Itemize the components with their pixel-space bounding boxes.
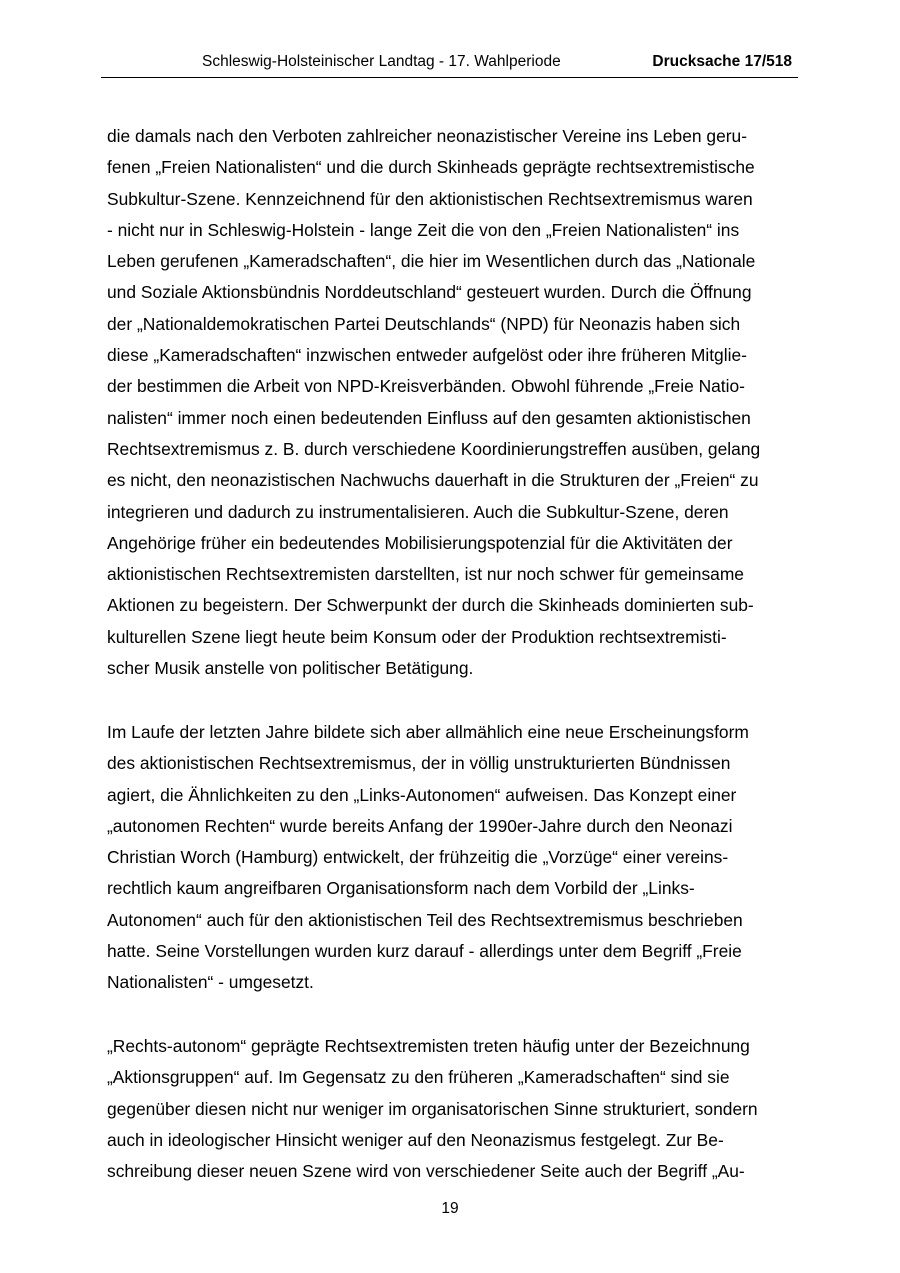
paragraph-3 <box>107 1031 758 1187</box>
text-line: „Aktionsgruppen“ auf. Im Gegensatz zu den früheren „Kameradschaften“ sind sie <box>107 1067 730 1088</box>
text-line: schreibung dieser neuen Szene wird von verschiedener Seite auch der Begriff „Au- <box>107 1161 745 1182</box>
text-line: des aktionistischen Rechtsextremismus, der in völlig unstrukturierten Bündnissen <box>107 753 731 774</box>
text-line: Angehörige früher ein bedeutendes Mobilisierungspotenzial für die Aktivitäten der <box>107 532 733 553</box>
text-line: integrieren und dadurch zu instrumentalisieren. Auch die Subkultur-Szene, deren <box>107 501 729 522</box>
page-header <box>101 51 798 78</box>
text-line: Nationalisten“ - umgesetzt. <box>107 972 314 993</box>
text-line: gegenüber diesen nicht nur weniger im organisatorischen Sinne strukturiert, sondern <box>107 1098 758 1119</box>
text-line: der bestimmen die Arbeit von NPD-Kreisverbänden. Obwohl führende „Freie Natio- <box>107 376 745 397</box>
text-line: auch in ideologischer Hinsicht weniger auf den Neonazismus festgelegt. Zur Be- <box>107 1129 724 1150</box>
document-number: Drucksache 17/518 <box>652 53 792 70</box>
text-line: und Soziale Aktionsbündnis Norddeutschland“ gesteuert wurden. Durch die Öffnung <box>107 282 752 303</box>
text-line: Subkultur-Szene. Kennzeichnend für den aktionistischen Rechtsextremismus waren <box>107 188 753 209</box>
text-line: „Rechts-autonom“ geprägte Rechtsextremisten treten häufig unter der Bezeichnung <box>107 1036 750 1056</box>
text-line: fenen „Freien Nationalisten“ und die durch Skinheads geprägte rechtsextremistische <box>107 157 755 178</box>
text-line: - nicht nur in Schleswig-Holstein - lange Zeit die von den „Freien Nationalisten“ ins <box>107 219 740 240</box>
text-line: Aktionen zu begeistern. Der Schwerpunkt der durch die Skinheads dominierten sub- <box>107 595 754 616</box>
text-line: der „Nationaldemokratischen Partei Deutschlands“ (NPD) für Neonazis haben sich <box>107 313 741 334</box>
header-title: Schleswig-Holsteinischer Landtag - 17. Wahlperiode <box>202 53 561 70</box>
text-line: diese „Kameradschaften“ inzwischen entweder aufgelöst oder ihre früheren Mitglie- <box>107 345 747 366</box>
page-number: 19 <box>441 1200 459 1217</box>
text-line: rechtlich kaum angreifbaren Organisationsform nach dem Vorbild der „Links- <box>107 878 695 899</box>
text-line: aktionistischen Rechtsextremisten darstellten, ist nur noch schwer für gemeinsame <box>107 564 744 585</box>
text-line: Rechtsextremismus z. B. durch verschiedene Koordinierungstreffen ausüben, gelang <box>107 438 761 459</box>
text-line: kulturellen Szene liegt heute beim Konsum oder der Produktion rechtsextremisti- <box>107 626 727 647</box>
text-line: die damals nach den Verboten zahlreicher neonazistischer Vereine ins Leben geru- <box>107 126 747 146</box>
paragraph-1 <box>107 121 760 684</box>
text-line: Im Laufe der letzten Jahre bildete sich aber allmählich eine neue Erscheinungsform <box>107 722 749 742</box>
text-line: scher Musik anstelle von politischer Betätigung. <box>107 658 474 679</box>
text-line: hatte. Seine Vorstellungen wurden kurz darauf - allerdings unter dem Begriff „Freie <box>107 941 742 962</box>
text-line: Christian Worch (Hamburg) entwickelt, der frühzeitig die „Vorzüge“ einer vereins- <box>107 847 729 868</box>
text-line: Autonomen“ auch für den aktionistischen Teil des Rechtsextremismus beschrieben <box>107 909 743 930</box>
text-line: Leben gerufenen „Kameradschaften“, die hier im Wesentlichen durch das „Nationale <box>107 251 756 272</box>
text-line: nalisten“ immer noch einen bedeutenden Einfluss auf den gesamten aktionistischen <box>107 407 751 428</box>
text-line: „autonomen Rechten“ wurde bereits Anfang der 1990er-Jahre durch den Neonazi <box>107 815 733 836</box>
paragraph-2 <box>107 717 749 999</box>
text-line: agiert, die Ähnlichkeiten zu den „Links-Autonomen“ aufweisen. Das Konzept einer <box>107 784 737 805</box>
text-line: es nicht, den neonazistischen Nachwuchs dauerhaft in die Strukturen der „Freien“ zu <box>107 470 759 491</box>
